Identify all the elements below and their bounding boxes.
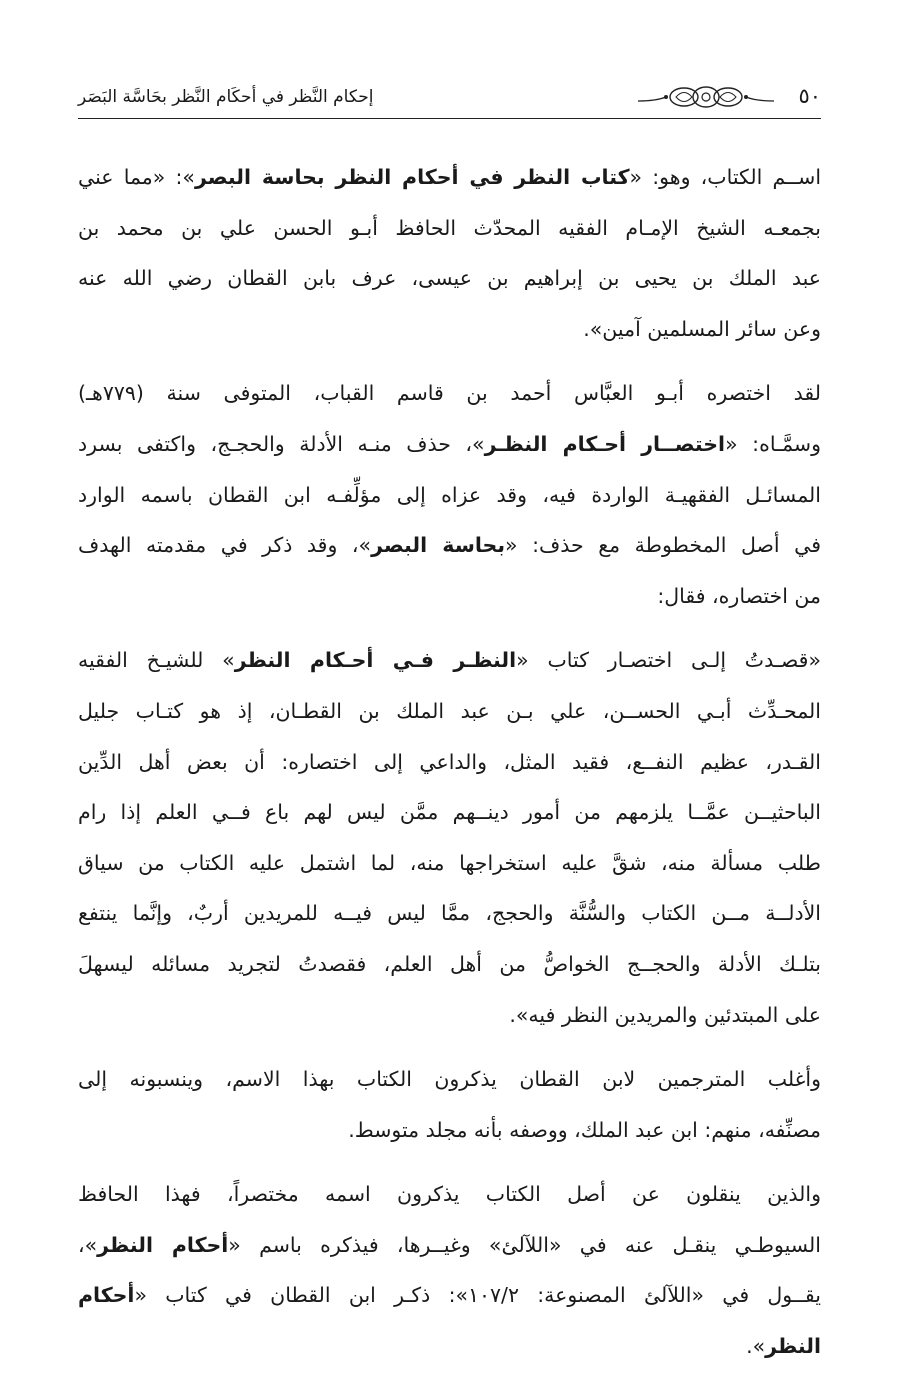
paragraph-gap: [78, 354, 821, 368]
text-run: »، وقد ذكر في مقدمته الهدف: [78, 533, 372, 558]
text-run: ».: [746, 1334, 766, 1359]
text-run: اســم الكتاب، وهو: «: [629, 165, 822, 189]
text-run: الأدلــة مــن الكتاب والسُّنَّة والحجج، ممَّا ليس فيــه للمريدين أربٌ، وإنَّما ينتفع: [78, 901, 821, 926]
text-run: » للشيـخ الفقيه: [78, 648, 235, 673]
text-run: والذين ينقلون عن أصل الكتاب يذكرون اسمه مختصراً، فهذا الحافظ: [78, 1182, 821, 1207]
bold-title: أحكام: [78, 1283, 135, 1308]
paragraph-gap: [78, 1040, 821, 1054]
text-run: مصنِّفه، منهم: ابن عبد الملك، ووصفه بأنه مجلد متوسط.: [348, 1117, 821, 1142]
text-run: عبد الملك بن يحيى بن إبراهيم بن عيسى، عرف بابن القطان رضي الله عنه: [78, 266, 821, 291]
text-run: »،: [78, 1232, 98, 1257]
text-run: »، حذف منـه الأدلة والحجـج، واكتفى بسرد: [78, 431, 485, 456]
text-run: وعن سائر المسلمين آمين».: [583, 316, 821, 341]
text-line: [78, 838, 821, 889]
text-line: [78, 1321, 821, 1372]
bold-title: اختصــار أحـكام النظـر: [484, 431, 726, 456]
text-run: بجمعـه الشيخ الإمـام الفقيه المحدّث الحافظ أبـو الحسن علي بن محمد بن: [78, 215, 821, 240]
paragraph-gap: [78, 1155, 821, 1169]
text-line: [78, 368, 821, 419]
text-line: [78, 990, 821, 1041]
bold-title: النظر: [765, 1334, 821, 1359]
bold-title: النظـر فـي أحـكام النظر: [234, 648, 517, 673]
text-line: [78, 1105, 821, 1156]
text-run: بتلـك الأدلة والحجــج الخواصُّ من أهل العلم، فقصدتُ لتجريد مسائله ليسهلَ: [78, 951, 821, 976]
text-line: [78, 419, 821, 470]
text-line: [78, 152, 821, 203]
text-line: [78, 520, 821, 571]
text-run: الباحثيــن عمَّــا يلزمهم من أمور دينــهم ممَّن ليس لهم باع فــي العلم إذا رام: [78, 800, 821, 825]
bold-title: كتاب النظر في أحكام النظر بحاسة البصر: [194, 165, 630, 189]
paragraph-gap: [78, 621, 821, 635]
text-line: [78, 737, 821, 788]
text-run: من اختصاره، فقال:: [657, 583, 821, 608]
text-line: [78, 1270, 821, 1321]
text-line: [78, 1054, 821, 1105]
header-divider: [78, 118, 821, 119]
page-header: [78, 82, 821, 116]
bold-title: أحكام النظر: [97, 1232, 229, 1257]
paragraph: [78, 152, 821, 354]
text-run: وسمَّـاه: «: [725, 431, 822, 456]
running-title: إحكام النَّظر في أحكَام النَّظر بحَاسَّة البَصَر: [78, 87, 374, 107]
ornament-icon: [636, 84, 776, 110]
text-line: [78, 686, 821, 737]
text-line: [78, 571, 821, 622]
paragraph: [78, 635, 821, 1040]
text-line: [78, 787, 821, 838]
text-run: القـدر، عظيم النفــع، فقيد المثل، والداعي إلى اختصاره: أن بعض أهل الدِّين: [78, 749, 821, 774]
paragraph: [78, 1169, 821, 1371]
text-run: السيوطـي ينقـل عنه في «اللآلئ» وغيــرها، فيذكره باسم «: [228, 1232, 821, 1257]
text-line: [78, 635, 821, 686]
text-run: طلب مسألة منه، شقَّ عليه استخراجها منه، لما اشتمل عليه الكتاب من سياق: [78, 850, 821, 875]
paragraph: [78, 368, 821, 621]
text-run: في أصل المخطوطة مع حذف: «: [505, 533, 821, 558]
text-line: [78, 304, 821, 355]
text-line: [78, 1169, 821, 1220]
paragraph: [78, 1054, 821, 1155]
text-line: [78, 470, 821, 521]
text-line: [78, 1220, 821, 1271]
bold-title: بحاسة البصر: [371, 533, 506, 558]
text-line: [78, 888, 821, 939]
text-run: «قصـدتُ إلـى اختصـار كتاب «: [516, 648, 821, 673]
text-line: [78, 939, 821, 990]
page-number: ٥٠: [798, 84, 821, 108]
text-line: [78, 203, 821, 254]
text-run: على المبتدئين والمريدين النظر فيه».: [509, 1002, 821, 1027]
text-run: المحـدِّث أبـي الحســن، علي بـن عبد الملك بن القطـان، إذ هو كتـاب جليل: [78, 698, 821, 723]
text-run: المسائـل الفقهيـة الواردة فيه، وقد عزاه إلى مؤلِّفـه ابن القطان باسمه الوارد: [78, 482, 821, 507]
text-run: »: «مما عني: [78, 165, 195, 189]
text-line: [78, 253, 821, 304]
text-run: يقــول في «اللآلئ المصنوعة: ١٠٧/٢»: ذكـر ابن القطان في كتاب «: [134, 1283, 821, 1308]
body-text: [78, 152, 821, 1372]
text-run: وأغلب المترجمين لابن القطان يذكرون الكتاب بهذا الاسم، وينسبونه إلى: [78, 1067, 821, 1092]
text-run: لقد اختصره أبـو العبَّاس أحمد بن قاسم القباب، المتوفى سنة (٧٧٩هـ): [78, 381, 821, 406]
